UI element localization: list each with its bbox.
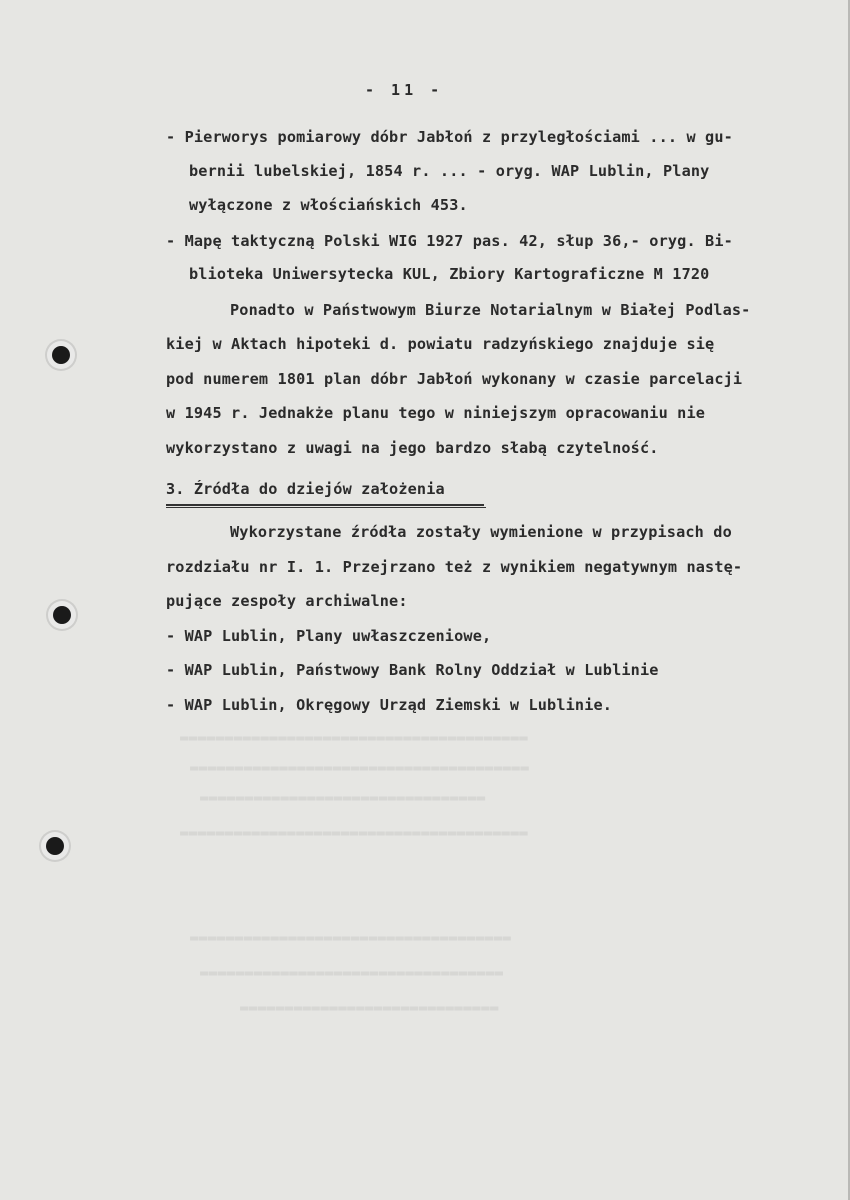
text-line: bernii lubelskiej, 1854 r. ... - oryg. WAP Lublin, Plany <box>189 162 710 180</box>
text-line: pujące zespoły archiwalne: <box>166 592 408 610</box>
heading-underline <box>166 507 486 508</box>
text-line: Ponadto w Państwowym Biurze Notarialnym w Białej Podlas- <box>230 301 751 319</box>
list-item: - WAP Lublin, Państwowy Bank Rolny Oddział w Lublinie <box>166 661 659 679</box>
bleed-through: ▬▬▬▬▬▬▬▬▬▬▬▬▬▬▬▬▬▬▬▬▬▬▬▬▬▬▬▬▬▬▬▬▬▬▬▬▬▬▬ <box>180 730 529 746</box>
text-line: kiej w Aktach hipoteki d. powiatu radzyńskiego znajduje się <box>166 335 715 353</box>
text-line: - Pierworys pomiarowy dóbr Jabłoń z przyległościami ... w gu- <box>166 128 733 146</box>
text-line: blioteka Uniwersytecka KUL, Zbiory Kartograficzne M 1720 <box>189 265 710 283</box>
text-line: w 1945 r. Jednakże planu tego w niniejszym opracowaniu nie <box>166 404 706 422</box>
bleed-through: ▬▬▬▬▬▬▬▬▬▬▬▬▬▬▬▬▬▬▬▬▬▬▬▬▬▬▬▬▬▬▬▬▬▬ <box>200 965 504 981</box>
text-line: wyłączone z włościańskich 453. <box>189 196 468 214</box>
heading-underline <box>166 504 484 506</box>
text-line: wykorzystano z uwagi na jego bardzo słabą czytelność. <box>166 439 659 457</box>
punch-hole <box>52 346 70 364</box>
bleed-through: ▬▬▬▬▬▬▬▬▬▬▬▬▬▬▬▬▬▬▬▬▬▬▬▬▬▬▬▬▬▬▬▬▬▬▬▬▬▬▬ <box>180 825 529 841</box>
page-number: - 11 - <box>365 81 444 99</box>
bleed-through: ▬▬▬▬▬▬▬▬▬▬▬▬▬▬▬▬▬▬▬▬▬▬▬▬▬▬▬▬▬ <box>240 1000 499 1016</box>
bleed-through: ▬▬▬▬▬▬▬▬▬▬▬▬▬▬▬▬▬▬▬▬▬▬▬▬▬▬▬▬▬▬▬▬ <box>200 790 486 806</box>
list-item: - WAP Lublin, Plany uwłaszczeniowe, <box>166 627 492 645</box>
text-line: Wykorzystane źródła zostały wymienione w przypisach do <box>230 523 732 541</box>
text-line: - Mapę taktyczną Polski WIG 1927 pas. 42, słup 36,- oryg. Bi- <box>166 232 733 250</box>
bleed-through: ▬▬▬▬▬▬▬▬▬▬▬▬▬▬▬▬▬▬▬▬▬▬▬▬▬▬▬▬▬▬▬▬▬▬▬▬ <box>190 930 512 946</box>
text-line: pod numerem 1801 plan dóbr Jabłoń wykonany w czasie parcelacji <box>166 370 743 388</box>
text-line: rozdziału nr I. 1. Przejrzano też z wynikiem negatywnym nastę- <box>166 558 743 576</box>
list-item: - WAP Lublin, Okręgowy Urząd Ziemski w Lublinie. <box>166 696 613 714</box>
section-heading <box>166 479 445 499</box>
punch-hole <box>53 606 71 624</box>
section-heading-text: 3. Źródła do dziejów założenia <box>166 480 445 498</box>
bleed-through: ▬▬▬▬▬▬▬▬▬▬▬▬▬▬▬▬▬▬▬▬▬▬▬▬▬▬▬▬▬▬▬▬▬▬▬▬▬▬ <box>190 760 530 776</box>
punch-hole <box>46 837 64 855</box>
